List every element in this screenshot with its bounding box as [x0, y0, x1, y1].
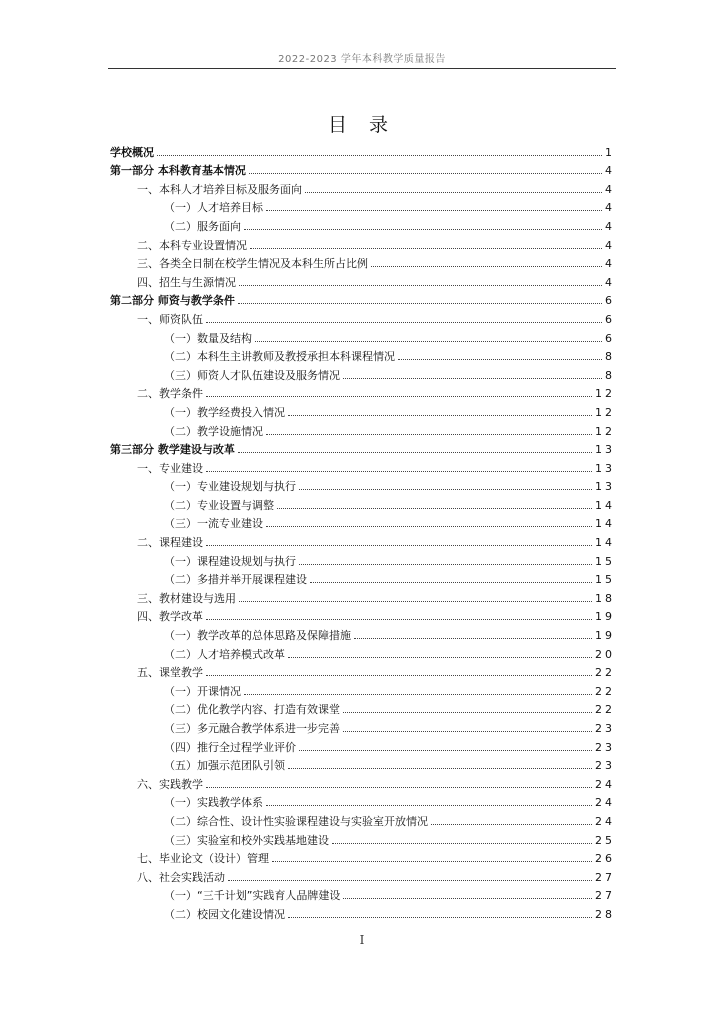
toc-entry-label: （三）实验室和校外实践基地建设: [164, 833, 329, 847]
toc-entry-page: 6: [605, 331, 615, 345]
toc-entry[interactable]: [110, 400, 615, 419]
toc-entry-page: 18: [595, 591, 615, 605]
toc-entry-label: 三、各类全日制在校学生情况及本科生所占比例: [137, 257, 368, 271]
toc-entry-label: 第二部分 师资与教学条件: [110, 294, 235, 308]
toc-leader-dots: [206, 675, 592, 676]
toc-leader-dots: [288, 917, 592, 918]
toc-leader-dots: [238, 303, 602, 304]
toc-entry[interactable]: [110, 289, 615, 308]
toc-entry-page: 12: [595, 405, 615, 419]
toc-entry[interactable]: [110, 270, 615, 289]
toc-entry-page: 8: [605, 350, 615, 364]
toc-entry-label: 五、课堂教学: [137, 666, 203, 680]
toc-entry-label: 第一部分 本科教育基本情况: [110, 164, 246, 178]
toc-entry-page: 23: [595, 722, 615, 735]
toc-entry-page: 20: [595, 647, 615, 661]
toc-entry-page: 4: [605, 201, 615, 215]
toc-entry-page: 14: [595, 536, 615, 550]
toc-leader-dots: [431, 824, 592, 825]
toc-entry[interactable]: [110, 326, 615, 345]
toc-entry-label: 一、本科人才培养目标及服务面向: [137, 182, 302, 196]
toc-entry-label: （一）实践教学体系: [164, 796, 263, 810]
toc-entry-page: 27: [595, 870, 615, 884]
toc-entry-page: 4: [605, 257, 615, 271]
toc-entry-label: （二）多措并举开展课程建设: [164, 573, 307, 587]
toc-entry[interactable]: [110, 252, 615, 271]
toc-entry[interactable]: [110, 196, 615, 215]
toc-entry-page: 19: [595, 610, 615, 624]
toc-entry-page: 12: [595, 387, 615, 401]
toc-leader-dots: [288, 657, 592, 658]
toc-entry[interactable]: [110, 679, 615, 698]
toc-leader-dots: [299, 564, 592, 565]
toc-entry-label: 八、社会实践活动: [137, 870, 225, 884]
toc-entry[interactable]: [110, 791, 615, 810]
toc-entry-page: 19: [595, 629, 615, 643]
toc-leader-dots: [206, 787, 592, 788]
toc-leader-dots: [239, 285, 602, 286]
toc-entry-page: 4: [605, 182, 615, 196]
page-number: I: [359, 933, 365, 947]
toc-entry-label: （二）校园文化建设情况: [164, 907, 285, 921]
toc-entry[interactable]: [110, 716, 615, 735]
toc-entry-label: （三）师资人才队伍建设及服务情况: [164, 368, 340, 382]
toc-leader-dots: [249, 173, 602, 174]
toc-entry[interactable]: [110, 549, 615, 568]
toc-entry-page: 6: [605, 312, 615, 326]
toc-entry[interactable]: [110, 847, 615, 866]
toc-entry-page: 25: [595, 833, 615, 847]
toc-leader-dots: [266, 434, 592, 435]
toc-entry-label: 六、实践教学: [137, 777, 203, 791]
toc-leader-dots: [157, 155, 602, 156]
toc-entry-label: （一）专业建设规划与执行: [164, 480, 296, 494]
toc-entry-page: 22: [595, 703, 615, 717]
toc-entry[interactable]: [110, 605, 615, 624]
toc-entry[interactable]: [110, 809, 615, 828]
toc-entry[interactable]: [110, 140, 615, 159]
toc-entry-label: （二）教学设施情况: [164, 424, 263, 438]
toc-entry-label: （三）多元融合教学体系进一步完善: [164, 722, 340, 735]
toc-entry[interactable]: [110, 902, 615, 921]
toc-entry[interactable]: [110, 307, 615, 326]
toc-entry[interactable]: [110, 438, 615, 457]
toc-entry[interactable]: [110, 865, 615, 884]
toc-leader-dots: [299, 750, 592, 751]
toc-entry[interactable]: [110, 177, 615, 196]
toc-entry-label: 七、毕业论文（设计）管理: [137, 852, 269, 866]
toc-entry-page: 13: [595, 461, 615, 475]
toc-entry[interactable]: [110, 735, 615, 754]
toc-entry-page: 4: [605, 275, 615, 289]
toc-entry-label: 一、师资队伍: [137, 312, 203, 326]
toc-leader-dots: [244, 694, 592, 695]
toc-leader-dots: [206, 396, 592, 397]
toc-entry[interactable]: [110, 586, 615, 605]
toc-leader-dots: [238, 452, 592, 453]
toc-leader-dots: [332, 843, 592, 844]
toc-leader-dots: [266, 805, 592, 806]
toc-entry-label: （一）人才培养目标: [164, 201, 263, 215]
toc-entry-page: 28: [595, 907, 615, 921]
toc-entry-page: 15: [595, 554, 615, 568]
page-title: 目 录: [327, 114, 397, 136]
toc-leader-dots: [255, 341, 602, 342]
toc-entry-label: （二）人才培养模式改革: [164, 647, 285, 661]
toc-leader-dots: [206, 322, 602, 323]
toc-entry-page: 27: [595, 889, 615, 903]
toc-entry-label: 二、教学条件: [137, 387, 203, 401]
header-rule: [108, 68, 616, 69]
toc-entry-label: 三、教材建设与选用: [137, 591, 236, 605]
toc-entry-label: （五）加强示范团队引领: [164, 759, 285, 773]
toc-leader-dots: [228, 880, 592, 881]
toc-entry-page: 4: [605, 164, 615, 178]
toc-leader-dots: [354, 638, 592, 639]
toc-entry[interactable]: [110, 345, 615, 364]
toc-entry-page: 26: [595, 852, 615, 866]
toc-entry-page: 24: [595, 796, 615, 810]
toc-entry-page: 8: [605, 368, 615, 382]
toc-entry-label: （一）课程建设规划与执行: [164, 554, 296, 568]
toc-entry-label: 四、教学改革: [137, 610, 203, 624]
toc-entry[interactable]: [110, 233, 615, 252]
toc-entry-label: 二、课程建设: [137, 536, 203, 550]
toc-leader-dots: [343, 712, 592, 713]
toc-leader-dots: [371, 266, 602, 267]
toc-entry-label: 一、专业建设: [137, 461, 203, 475]
toc-entry[interactable]: [110, 382, 615, 401]
toc-leader-dots: [250, 248, 602, 249]
toc-entry[interactable]: [110, 419, 615, 438]
toc-entry-label: 第三部分 教学建设与改革: [110, 443, 235, 457]
toc-entry[interactable]: [110, 512, 615, 531]
toc-entry[interactable]: [110, 475, 615, 494]
toc-entry-label: （二）优化教学内容、打造有效课堂: [164, 703, 340, 717]
toc-entry[interactable]: [110, 661, 615, 680]
toc-entry[interactable]: [110, 623, 615, 643]
toc-entry-page: 23: [595, 759, 615, 773]
toc-leader-dots: [343, 378, 602, 379]
toc-leader-dots: [206, 619, 592, 620]
toc-entry-label: （一）开课情况: [164, 684, 241, 698]
toc-entry[interactable]: [110, 568, 615, 587]
toc-leader-dots: [299, 489, 592, 490]
toc-entry-label: （一）“三千计划”实践育人品牌建设: [164, 889, 341, 903]
toc-entry[interactable]: [110, 642, 615, 661]
toc-leader-dots: [206, 471, 592, 472]
toc-entry-label: （一）教学经费投入情况: [164, 405, 285, 419]
table-of-contents: [110, 140, 615, 921]
toc-entry-page: 22: [595, 684, 615, 698]
running-header: 2022-2023 学年本科教学质量报告: [278, 54, 446, 65]
toc-entry-page: 4: [605, 219, 615, 233]
toc-entry-page: 24: [595, 777, 615, 791]
toc-entry-label: （二）专业设置与调整: [164, 498, 274, 512]
toc-leader-dots: [343, 731, 592, 732]
toc-entry-page: 6: [605, 294, 615, 308]
toc-entry-page: 24: [595, 814, 615, 828]
toc-entry[interactable]: [110, 884, 615, 903]
toc-leader-dots: [343, 898, 592, 899]
toc-entry[interactable]: [110, 754, 615, 773]
toc-entry-page: 14: [595, 498, 615, 512]
toc-entry-label: 四、招生与生源情况: [137, 275, 236, 289]
toc-entry[interactable]: [110, 493, 615, 512]
toc-entry-label: （二）综合性、设计性实验课程建设与实验室开放情况: [164, 814, 428, 828]
toc-entry-page: 1: [605, 145, 615, 159]
toc-entry[interactable]: [110, 456, 615, 475]
toc-entry-page: 15: [595, 573, 615, 587]
toc-entry-page: 13: [595, 480, 615, 494]
toc-entry[interactable]: [110, 530, 615, 550]
toc-leader-dots: [239, 601, 592, 602]
toc-entry-page: 23: [595, 740, 615, 754]
toc-leader-dots: [288, 415, 592, 416]
toc-entry-page: 13: [595, 443, 615, 457]
toc-entry[interactable]: [110, 363, 615, 382]
toc-leader-dots: [305, 192, 602, 193]
toc-leader-dots: [266, 526, 592, 527]
toc-entry-label: （二）本科生主讲教师及教授承担本科课程情况: [164, 350, 395, 364]
toc-leader-dots: [277, 508, 592, 509]
toc-leader-dots: [310, 582, 592, 583]
toc-entry[interactable]: [110, 698, 615, 717]
toc-entry-label: 二、本科专业设置情况: [137, 238, 247, 252]
toc-leader-dots: [398, 359, 602, 360]
toc-entry[interactable]: [110, 214, 615, 233]
toc-leader-dots: [272, 861, 592, 862]
toc-entry[interactable]: [110, 772, 615, 791]
toc-leader-dots: [288, 768, 592, 769]
toc-entry[interactable]: [110, 828, 615, 847]
toc-leader-dots: [244, 229, 602, 230]
toc-entry-page: 12: [595, 424, 615, 438]
toc-entry[interactable]: [110, 159, 615, 178]
toc-leader-dots: [206, 545, 592, 546]
toc-entry-page: 22: [595, 666, 615, 680]
toc-entry-label: （二）服务面向: [164, 219, 241, 233]
toc-entry-label: （一）教学改革的总体思路及保障措施: [164, 629, 351, 643]
toc-entry-label: （三）一流专业建设: [164, 517, 263, 531]
toc-entry-label: （一）数量及结构: [164, 331, 252, 345]
toc-entry-page: 4: [605, 238, 615, 252]
toc-entry-label: （四）推行全过程学业评价: [164, 740, 296, 754]
toc-entry-page: 14: [595, 517, 615, 531]
toc-leader-dots: [266, 210, 602, 211]
toc-entry-label: 学校概况: [110, 145, 154, 159]
